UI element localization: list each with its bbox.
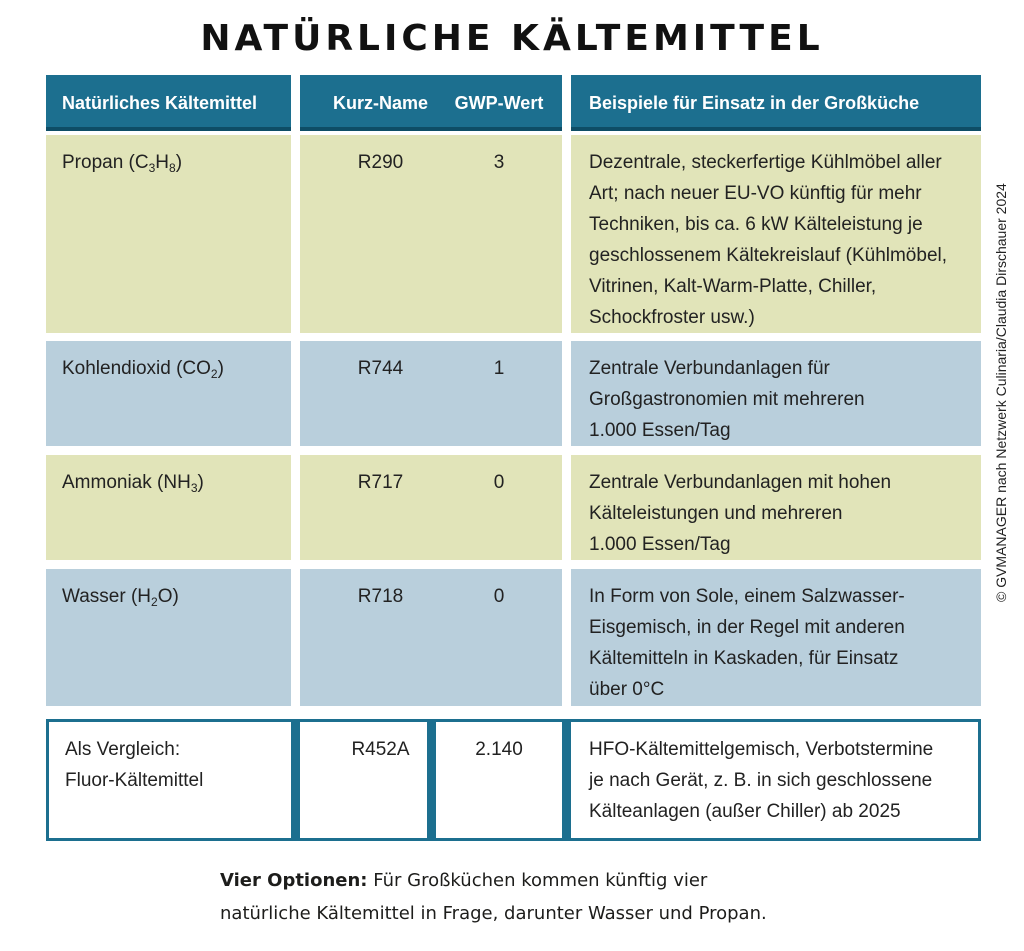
table-row-water-examples: In Form von Sole, einem Salzwasser- Eisgemisch, in der Regel mit anderen Kältemitteln in Kaskaden, für Einsatz über 0°C xyxy=(571,569,981,706)
header-cell-examples: Beispiele für Einsatz in der Großküche xyxy=(571,75,981,131)
table-row-water-gwp: 0 xyxy=(436,569,562,706)
table-row-ammonia-code: R717 xyxy=(300,455,461,560)
table-row-water-code: R718 xyxy=(300,569,461,706)
table-row-co2-code: R744 xyxy=(300,341,461,446)
column-divider xyxy=(562,719,571,841)
table-row-propan-code: R290 xyxy=(300,135,461,333)
table-row-comparison-gwp: 2.140 xyxy=(436,719,562,841)
caption-bold: Vier Optionen: xyxy=(220,870,368,891)
table-row-ammonia-examples: Zentrale Verbundanlagen mit hohen Kälteleistungen und mehreren 1.000 Essen/Tag xyxy=(571,455,981,560)
header-cell-gwp: GWP-Wert xyxy=(436,75,562,131)
page-title: NATÜRLICHE KÄLTEMITTEL xyxy=(200,18,824,59)
column-divider xyxy=(291,719,300,841)
column-divider xyxy=(427,719,436,841)
table-row-ammonia-gwp: 0 xyxy=(436,455,562,560)
caption-text-2: natürliche Kältemittel in Frage, darunter Wasser und Propan. xyxy=(220,903,767,924)
table-row-co2-examples: Zentrale Verbundanlagen für Großgastronomien mit mehreren 1.000 Essen/Tag xyxy=(571,341,981,446)
table-row-comparison-code: R452A xyxy=(300,719,461,841)
caption xyxy=(220,864,920,930)
table-row-propan-name: Propan $(C_3H_8)$ xyxy=(46,135,291,333)
table-row-comparison-name: Als Vergleich: Fluor-Kältemittel xyxy=(46,719,291,841)
table-row-co2-gwp: 1 xyxy=(436,341,562,446)
header-cell-refrigerant: Natürliches Kältemittel xyxy=(46,75,291,131)
copyright-credit: © GVMANAGER nach Netzwerk Culinaria/Claudia Dirschauer 2024 xyxy=(993,183,1009,602)
table-row-water-name: Wasser $(H_2O)$ xyxy=(46,569,291,706)
table-row-co2-name: Kohlendioxid $(CO_2)$ xyxy=(46,341,291,446)
header-cell-short-name: Kurz-Name xyxy=(300,75,461,131)
table-row-ammonia-name: Ammoniak $(NH_3)$ xyxy=(46,455,291,560)
caption-text: Für Großküchen kommen künftig vier xyxy=(367,870,708,891)
table-row-propan-gwp: 3 xyxy=(436,135,562,333)
table-row-comparison-examples: HFO-Kältemittelgemisch, Verbotstermine je nach Gerät, z. B. in sich geschlossene Kälteanlagen (außer Chiller) ab 2025 xyxy=(571,719,981,841)
table-row-propan-examples: Dezentrale, steckerfertige Kühlmöbel aller Art; nach neuer EU-VO künftig für mehr Techniken, bis ca. 6 kW Kälteleistung je geschlossenem Kältekreislauf (Kühlmöbel, Vitrinen, Kalt-Warm-Platte, Chiller, Schockfroster usw.) xyxy=(571,135,981,333)
